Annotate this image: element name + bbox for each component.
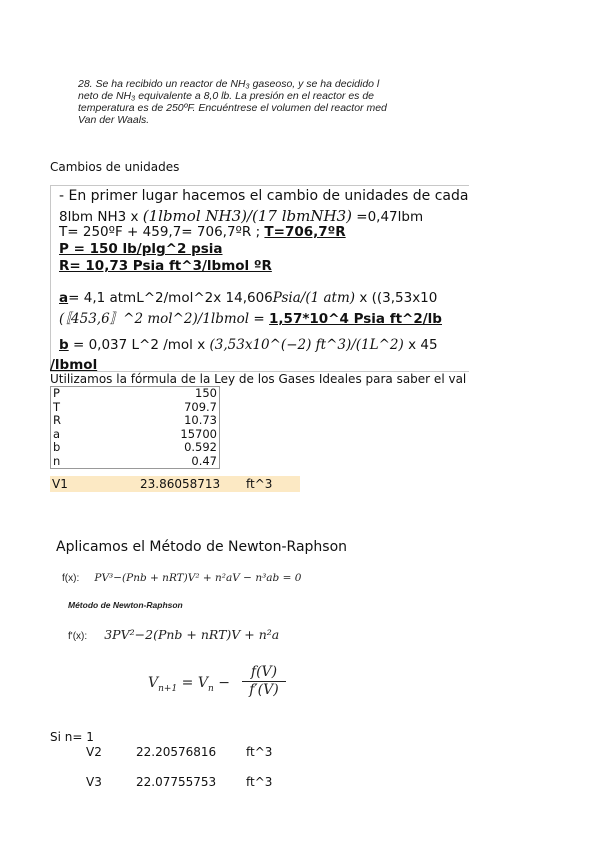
- method-caption: Método de Newton-Raphson: [68, 600, 183, 610]
- problem-line: 28. Se ha recibido un reactor de NH₃ gaseoso, y se ha decidido l: [78, 78, 380, 90]
- minus-sign: −: [213, 675, 230, 691]
- lhs-subscript: n+1: [158, 683, 178, 694]
- temperature-result: T=706,7ºR: [264, 224, 346, 240]
- problem-line: temperatura es de 250ºF. Encuéntrese el volumen del reactor med: [78, 102, 387, 114]
- a-equals: =: [249, 311, 270, 327]
- fraction-denominator: f′(V): [249, 682, 279, 698]
- result-unit: ft^3: [246, 775, 273, 789]
- variable-value: 0.592: [75, 441, 220, 455]
- problem-line: neto de NH₃ equivalente a 8,0 lb. La presión en el reactor es de: [78, 90, 375, 102]
- b-text-tail: x 45: [403, 337, 438, 353]
- variable-value: 150: [75, 387, 220, 401]
- conversion-mass: [59, 207, 423, 225]
- conversion-intro: - En primer lugar hacemos el cambio de unidades de cada: [59, 188, 469, 204]
- variable-name: T: [51, 401, 76, 415]
- result-label: V2: [86, 745, 102, 759]
- rhs-subscript: n: [207, 683, 214, 694]
- variable-name: a: [51, 428, 76, 442]
- newton-raphson-title: Aplicamos el Método de Newton-Raphson: [56, 539, 348, 555]
- variable-value: 15700: [75, 428, 220, 442]
- v1-unit: ft^3: [246, 477, 273, 491]
- fx-label: f(x):: [62, 573, 80, 584]
- v1-value: 23.86058713: [140, 477, 221, 491]
- formula-lhs: [148, 675, 230, 694]
- b-result-tail: /lbmol: [50, 357, 98, 373]
- fx-expression: PV³−(Pnb + nRT)V² + n²aV − n³ab = 0: [94, 572, 302, 584]
- fx-line: [62, 572, 301, 584]
- problem-line: Van der Waals.: [78, 114, 150, 126]
- lhs-symbol: V: [148, 675, 159, 691]
- fpx-expression: 3PV²−2(Pnb + nRT)V + n²a: [104, 627, 280, 642]
- a-fraction-2: (〚453,6〛^2 mol^2)/1lbmol: [59, 311, 250, 327]
- variable-row: [51, 455, 220, 469]
- ideal-gas-intro: Utilizamos la fórmula de la Ley de los Gases Ideales para saber el val: [50, 372, 467, 386]
- conversion-box: [50, 185, 469, 372]
- conversion-gas-constant: R= 10,73 Psia ft^3/lbmol ºR: [59, 258, 272, 274]
- variable-row: [51, 414, 220, 428]
- problem-statement: [78, 78, 468, 126]
- b-text: = 0,037 L^2 /mol x: [68, 337, 210, 353]
- formula-fraction: [242, 664, 286, 698]
- a-text: = 4,1 atmL^2/mol^2x 14,606: [68, 290, 273, 306]
- fraction-numerator: f(V): [242, 664, 286, 682]
- variable-row: [51, 428, 220, 442]
- v1-label: V1: [52, 477, 68, 491]
- b-label: b: [59, 337, 69, 353]
- result-value: 22.20576816: [136, 745, 217, 759]
- variable-row: [51, 387, 220, 401]
- section-units-heading: Cambios de unidades: [50, 160, 180, 174]
- conversion-temperature: [59, 224, 346, 240]
- fpx-label: f'(x):: [68, 631, 88, 642]
- variable-row: [51, 401, 220, 415]
- mass-result: =0,47lbm: [351, 209, 424, 225]
- equals-v: = V: [177, 675, 208, 691]
- variable-name: R: [51, 414, 76, 428]
- variable-name: P: [51, 387, 76, 401]
- variable-value: 10.73: [75, 414, 220, 428]
- variables-table: [50, 386, 220, 469]
- conversion-a-line1: [59, 290, 437, 306]
- variable-value: 0.47: [75, 455, 220, 469]
- b-fraction: (3,53x10^(−2) ft^3)/(1L^2): [209, 337, 404, 353]
- result-unit: ft^3: [246, 745, 273, 759]
- a-fraction: Psia/(1 atm): [272, 290, 356, 306]
- conversion-b-line: [59, 337, 438, 353]
- conversion-a-line2: [59, 307, 442, 327]
- variable-name: n: [51, 455, 76, 469]
- a-label: a: [59, 290, 69, 306]
- result-label: V3: [86, 775, 102, 789]
- variable-value: 709.7: [75, 401, 220, 415]
- a-text-tail: x ((3,53x10: [355, 290, 438, 306]
- fpx-line: [68, 624, 279, 643]
- iteration-label: Si n= 1: [50, 730, 94, 744]
- conversion-pressure: P = 150 lb/plg^2 psia: [59, 241, 223, 257]
- mass-text: 8lbm NH3 x: [59, 209, 143, 225]
- result-value: 22.07755753: [136, 775, 217, 789]
- variable-row: [51, 441, 220, 455]
- v1-row: [50, 476, 300, 492]
- a-result: 1,57*10^4 Psia ft^2/lb: [269, 311, 442, 327]
- temperature-text: T= 250ºF + 459,7= 706,7ºR ;: [59, 224, 265, 240]
- mass-fraction: (1lbmol NH3)/(17 lbmNH3): [142, 207, 352, 225]
- variable-name: b: [51, 441, 76, 455]
